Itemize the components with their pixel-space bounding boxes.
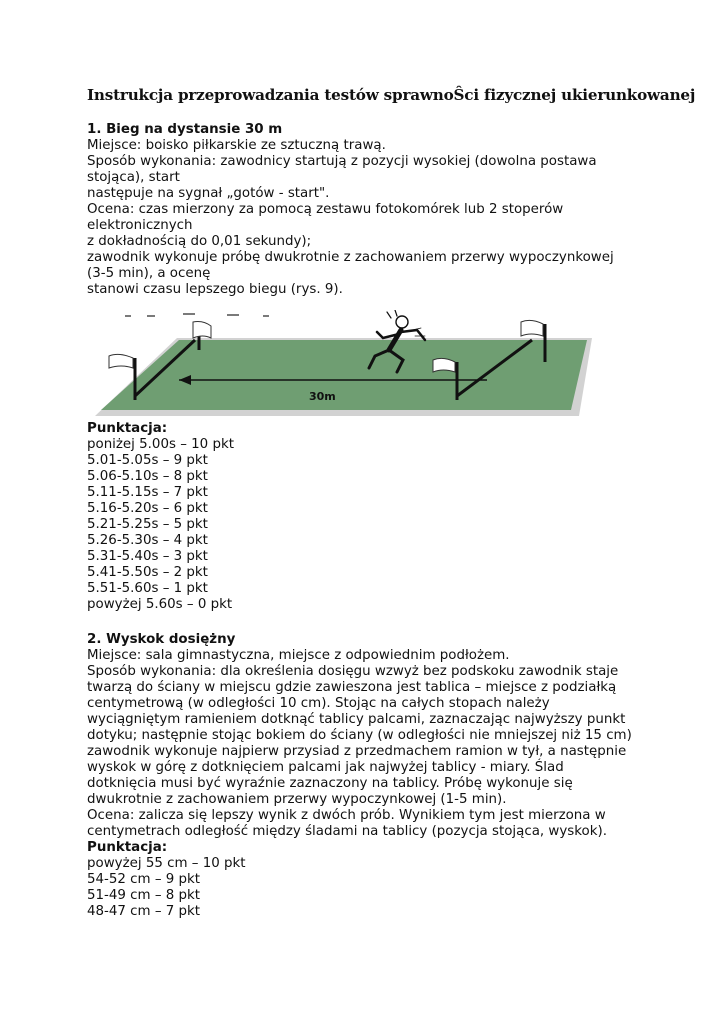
scoring-item: 5.21-5.25s – 5 pkt — [87, 517, 208, 532]
section-1-line: Ocena: czas mierzony za pomocą zestawu fotokomórek lub 2 stoperów — [87, 202, 564, 217]
field — [101, 340, 587, 410]
section-1-line: następuje na sygnał „gotów - start". — [87, 186, 330, 201]
scoring-heading: Punktacja: — [87, 421, 168, 436]
top-marks — [125, 314, 269, 316]
section-2-line: dotyku; następnie stojąc bokiem do ściany (w odległości nie mniejszej niż 15 cm) — [87, 728, 632, 743]
section-1-heading: 1. Bieg na dystansie 30 m — [87, 122, 283, 137]
scoring-item: 5.41-5.50s – 2 pkt — [87, 565, 208, 580]
section-1-line: (3-5 min), a ocenę — [87, 266, 211, 281]
section-1-line: z dokładnością do 0,01 sekundy); — [87, 234, 312, 249]
section-2-line: zawodnik wykonuje najpierw przysiad z przedmachem ramion w tył, a następnie — [87, 744, 627, 759]
scoring-item: powyżej 5.60s – 0 pkt — [87, 597, 233, 612]
section-2-line: dotknięcia musi być wyraźnie zaznaczony na tablicy. Próbę wykonuje się — [87, 776, 573, 791]
distance-label: 30m — [309, 390, 336, 403]
scoring-heading: Punktacja: — [87, 840, 168, 855]
section-1-line: stanowi czasu lepszego biegu (rys. 9). — [87, 282, 343, 297]
section-2-line: Miejsce: sala gimnastyczna, miejsce z odpowiednim podłożem. — [87, 648, 510, 663]
section-2-line: centymetrową (w odległości 10 cm). Stojąc na całych stopach należy — [87, 696, 550, 711]
section-2-line: twarzą do ściany w miejscu gdzie zawieszona jest tablica – miejsce z podziałką — [87, 680, 617, 695]
section-2-line: wyskok w górę z dotknięciem palcami jak najwyżej tablicy - miary. Ślad — [87, 760, 564, 775]
scoring-item: 5.26-5.30s – 4 pkt — [87, 533, 208, 548]
scoring-item: poniżej 5.00s – 10 pkt — [87, 437, 234, 452]
section-2-line: Sposób wykonania: dla określenia dosięgu wzwyż bez podskoku zawodnik staje — [87, 664, 619, 679]
section-1-line: stojąca), start — [87, 170, 180, 185]
running-track-figure — [87, 310, 607, 422]
section-2-line: dwukrotnie z zachowaniem przerwy wypoczynkowej (1-5 min). — [87, 792, 507, 807]
section-1 — [87, 122, 687, 298]
scoring-item: 54-52 cm – 9 pkt — [87, 872, 201, 887]
section-1-line: zawodnik wykonuje próbę dwukrotnie z zachowaniem przerwy wypoczynkowej — [87, 250, 614, 265]
scoring-item: 51-49 cm – 8 pkt — [87, 888, 201, 903]
section-2 — [87, 632, 687, 920]
section-1-line: elektronicznych — [87, 218, 193, 233]
section-1-line: Miejsce: boisko piłkarskie ze sztuczną trawą. — [87, 138, 386, 153]
scoring-item: 5.01-5.05s – 9 pkt — [87, 453, 208, 468]
section-2-line: wyciągniętym ramieniem dotknąć tablicy palcami, zaznaczając najwyższy punkt — [87, 712, 626, 727]
section-1-line: Sposób wykonania: zawodnicy startują z pozycji wysokiej (dowolna postawa — [87, 154, 597, 169]
scoring-item: 5.06-5.10s – 8 pkt — [87, 469, 208, 484]
scoring-item: 48-47 cm – 7 pkt — [87, 904, 201, 919]
section-2-heading: 2. Wyskok dosiężny — [87, 632, 236, 647]
section-2-line: Ocena: zalicza się lepszy wynik z dwóch prób. Wynikiem tym jest mierzona w — [87, 808, 606, 823]
scoring-item: powyżej 55 cm – 10 pkt — [87, 856, 246, 871]
section-1-scoring — [87, 421, 687, 613]
section-2-line: centymetrach odległość między śladami na tablicy (pozycja stojąca, wyskok). — [87, 824, 607, 839]
document-title: Instrukcja przeprowadzania testów sprawnoŜci fizycznej ukierunkowanej — [87, 86, 696, 104]
scoring-item: 5.16-5.20s – 6 pkt — [87, 501, 208, 516]
scoring-item: 5.51-5.60s – 1 pkt — [87, 581, 208, 596]
scoring-item: 5.31-5.40s – 3 pkt — [87, 549, 208, 564]
scoring-item: 5.11-5.15s – 7 pkt — [87, 485, 208, 500]
